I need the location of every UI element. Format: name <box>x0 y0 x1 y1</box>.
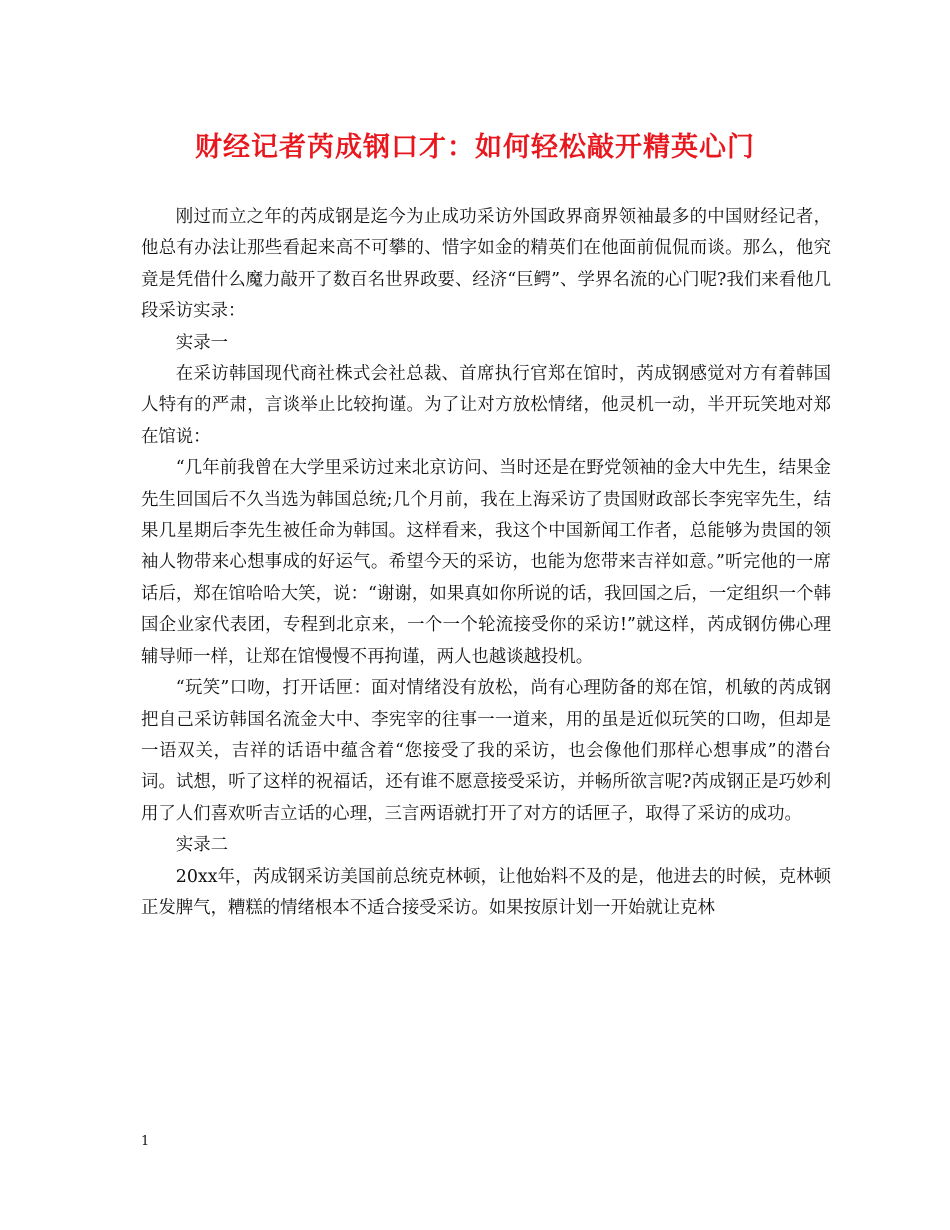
section-heading-record-one: 实录一 <box>175 332 228 353</box>
document-body <box>141 202 831 924</box>
paragraph-record-one-context: 在采访韩国现代商社株式会社总裁、首席执行官郑在馆时，芮成钢感觉对方有着韩国人特有的严肃，言谈举止比较拘谨。为了让对方放松情绪，他灵机一动，半开玩笑地对郑在馆说： <box>141 364 831 447</box>
page-number: 1 <box>141 1134 150 1149</box>
paragraph-record-two-context: 20xx年，芮成钢采访美国前总统克林顿，让他始料不及的是，他进去的时候，克林顿正发脾气，糟糕的情绪根本不适合接受采访。如果按原计划一开始就让克林 <box>141 866 831 918</box>
paragraph-record-one-quote: “几年前我曾在大学里采访过来北京访问、当时还是在野党领袖的金大中先生，结果金先生回国后不久当选为韩国总统;几个月前，我在上海采访了贵国财政部长李宪宰先生，结果几星期后李先生被任命为韩国。这样看来，我这个中国新闻工作者，总能够为贵国的领袖人物带来心想事成的好运气。希望今天的采访，也能为您带来吉祥如意。”听完他的一席话后，郑在馆哈哈大笑，说：“谢谢，如果真如你所说的话，我回国之后，一定组织一个韩国企业家代表团，专程到北京来，一个一个轮流接受你的采访!”就这样，芮成钢仿佛心理辅导师一样，让郑在馆慢慢不再拘谨，两人也越谈越投机。 <box>141 458 831 667</box>
paragraph-intro: 刚过而立之年的芮成钢是迄今为止成功采访外国政界商界领袖最多的中国财经记者，他总有办法让那些看起来高不可攀的、惜字如金的精英们在他面前侃侃而谈。那么，他究竟是凭借什么魔力敲开了数百名世界政要、经济“巨鳄”、学界名流的心门呢?我们来看他几段采访实录： <box>141 207 831 322</box>
document-title: 财经记者芮成钢口才：如何轻松敲开精英心门 <box>195 132 755 163</box>
section-heading-record-two: 实录二 <box>175 835 228 856</box>
paragraph-record-one-analysis: “玩笑”口吻，打开话匣：面对情绪没有放松，尚有心理防备的郑在馆，机敏的芮成钢把自己采访韩国名流金大中、李宪宰的往事一一道来，用的虽是近似玩笑的口吻，但却是一语双关，吉祥的话语中蕴含着“您接受了我的采访，也会像他们那样心想事成”的潜台词。试想，听了这样的祝福话，还有谁不愿意接受采访，并畅所欲言呢?芮成钢正是巧妙利用了人们喜欢听吉立话的心理，三言两语就打开了对方的话匣子，取得了采访的成功。 <box>141 678 831 824</box>
